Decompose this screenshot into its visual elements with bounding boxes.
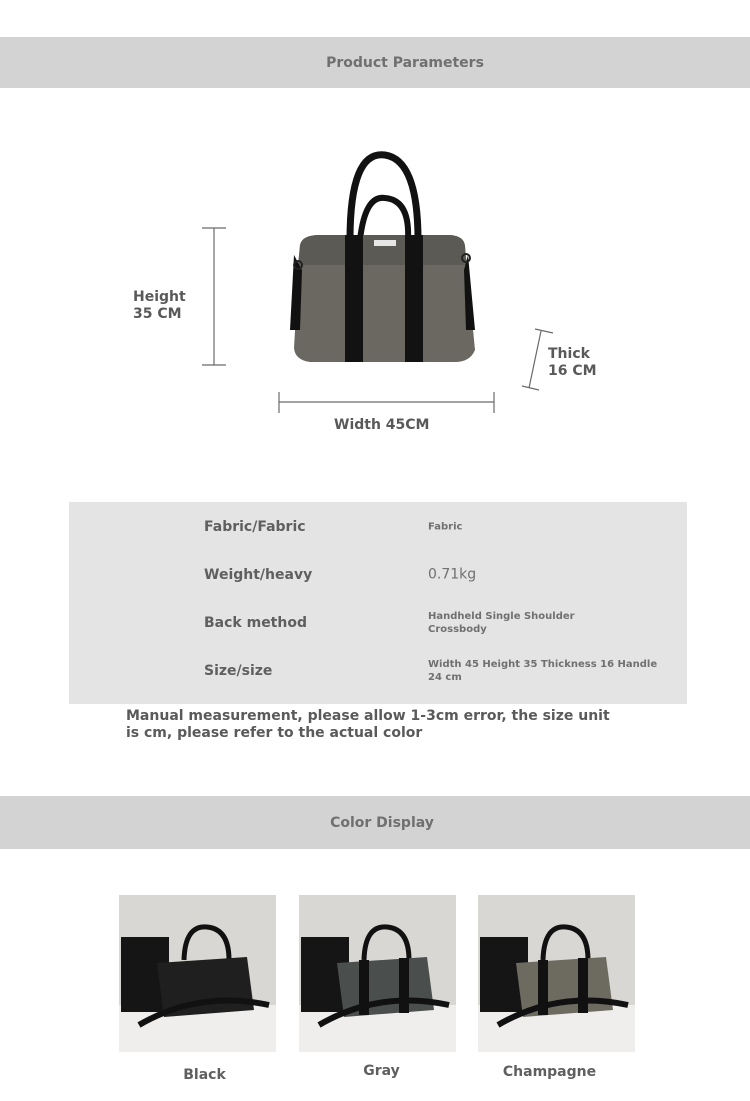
width-dimension-label: Width 45CM: [334, 417, 430, 433]
spec-value: Handheld Single Shoulder Crossbody: [428, 611, 575, 635]
color-swatch-champagne[interactable]: [478, 895, 635, 1052]
spec-label: Weight/heavy: [204, 567, 313, 583]
bag-dimension-image: [270, 140, 510, 380]
spec-row-fabric: [69, 503, 687, 551]
spec-label: Back method: [204, 615, 307, 631]
product-parameters-header: [0, 37, 750, 88]
section-title: Color Display: [330, 814, 434, 831]
spec-value: Fabric: [428, 521, 463, 533]
color-swatch-gray[interactable]: [299, 895, 456, 1052]
section-title: Product Parameters: [326, 54, 484, 71]
spec-value: Width 45 Height 35 Thickness 16 Handle 24 cm: [428, 659, 658, 683]
spec-label: Fabric/Fabric: [204, 519, 306, 535]
measurement-note: Manual measurement, please allow 1-3cm error, the size unit is cm, please refer to the actual color: [126, 708, 610, 741]
color-swatch-black[interactable]: [119, 895, 276, 1052]
spec-value: 0.71kg: [428, 566, 477, 583]
thick-dimension-label: Thick 16 CM: [548, 346, 597, 379]
spec-row-weight: [69, 551, 687, 599]
height-dimension-label: Height 35 CM: [133, 289, 186, 322]
spec-label: Size/size: [204, 663, 273, 679]
spec-row-size: [69, 647, 687, 695]
spec-row-back-method: [69, 599, 687, 647]
spec-table: [69, 502, 687, 704]
color-label-gray: Gray: [363, 1063, 400, 1079]
color-label-champagne: Champagne: [502, 1064, 597, 1080]
color-label-black: Black: [183, 1067, 226, 1083]
color-display-header: [0, 796, 750, 849]
